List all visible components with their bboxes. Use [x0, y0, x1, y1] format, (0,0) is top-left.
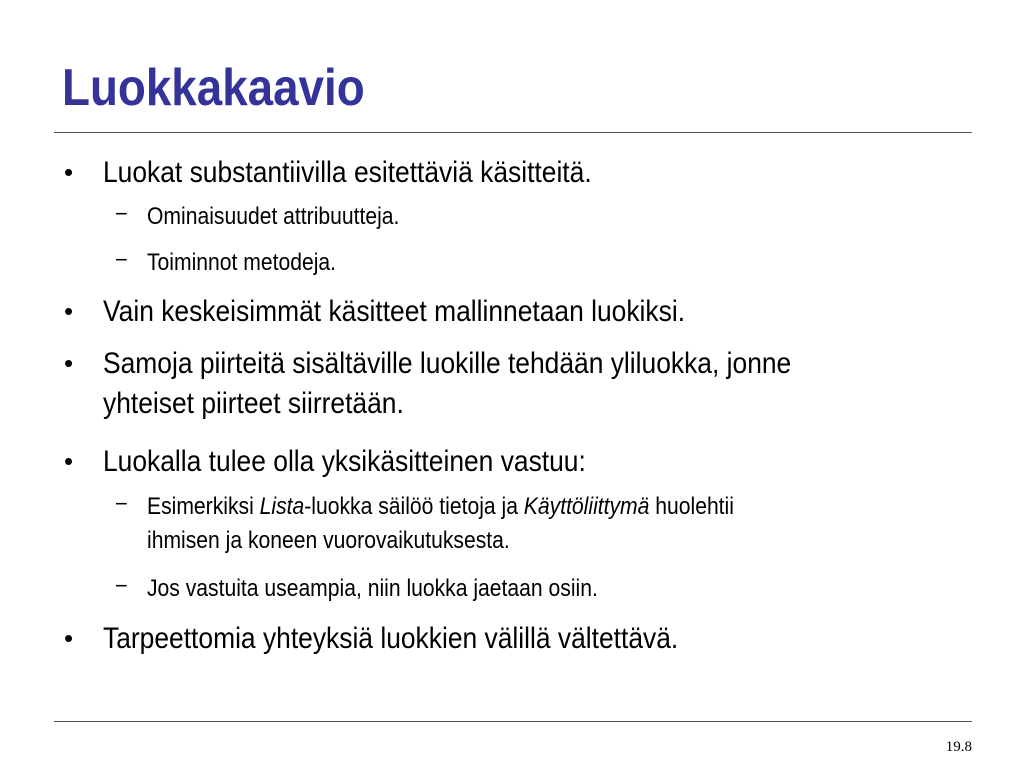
text-run: Esimerkiksi — [147, 493, 260, 520]
bullet-text: Luokalla tulee olla yksikäsitteinen vastuu: — [103, 445, 586, 478]
emphasis-kayttoliittyma: Käyttöliittymä — [523, 493, 650, 520]
bullet-text: Tarpeettomia yhteyksiä luokkien välillä vältettävä. — [103, 622, 679, 655]
dash-marker: − — [115, 247, 128, 272]
sub-bullet-text — [147, 490, 926, 558]
page-number: 19.8 — [945, 739, 972, 755]
text-run: huolehtii — [649, 493, 734, 520]
dash-marker: − — [115, 491, 128, 516]
bullet-marker: • — [64, 296, 74, 326]
sub-bullet-text: Toiminnot metodeja. — [147, 249, 337, 276]
bullet-marker: • — [64, 623, 74, 653]
bullet-text-line: yhteiset piirteet siirretään. — [103, 387, 404, 420]
bullet-marker: • — [64, 157, 74, 187]
bullet-marker: • — [64, 348, 74, 378]
bullet-text: Vain keskeisimmät käsitteet mallinnetaan luokiksi. — [103, 295, 686, 328]
dash-marker: − — [115, 201, 128, 226]
text-run: ihmisen ja koneen vuorovaikutuksesta. — [147, 527, 510, 554]
bullet-text: Luokat substantiivilla esitettäviä käsitteitä. — [103, 156, 592, 189]
emphasis-lista: Lista — [259, 493, 305, 520]
slide-title: Luokkakaavio — [62, 59, 365, 117]
footer-divider — [54, 721, 972, 722]
dash-marker: − — [115, 573, 128, 598]
sub-bullet-text: Jos vastuita useampia, niin luokka jaetaan osiin. — [147, 575, 598, 602]
text-run: -luokka säilöö tietoja ja — [304, 493, 524, 520]
bullet-marker: • — [64, 446, 74, 476]
bullet-text — [103, 344, 965, 424]
sub-bullet-text: Ominaisuudet attribuutteja. — [147, 203, 400, 230]
bullet-text-line: Samoja piirteitä sisältäville luokille tehdään yliluokka, jonne — [103, 347, 792, 380]
